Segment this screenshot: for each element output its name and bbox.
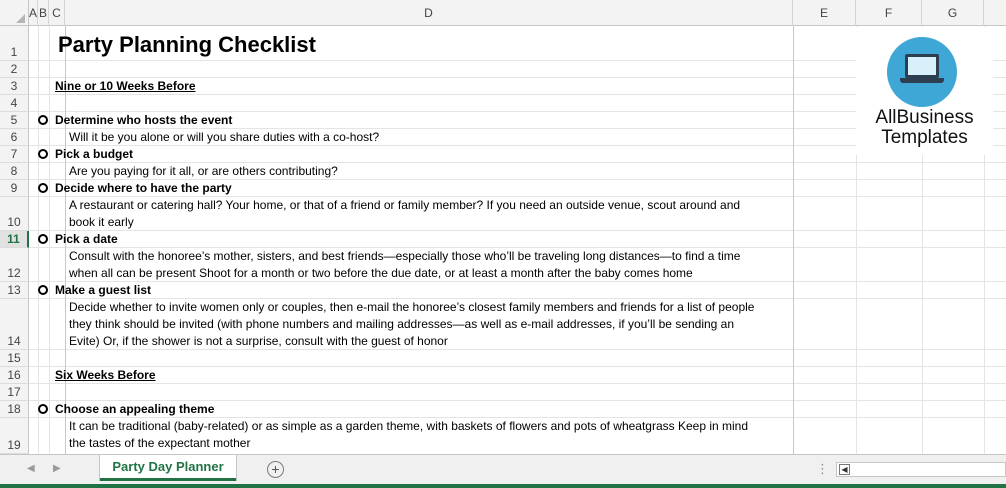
task-label[interactable]: Make a guest list [55,283,152,297]
column-header-b[interactable]: B [38,0,49,26]
row-header-12[interactable]: 12 [0,248,29,282]
row-header-1[interactable]: 1 [0,26,29,61]
checkbox-circle-icon[interactable] [38,404,48,414]
row-header-10[interactable]: 10 [0,197,29,231]
more-options-icon[interactable]: ⋮ [816,461,829,476]
section-heading-nine-weeks[interactable]: Nine or 10 Weeks Before [55,79,196,93]
row-header-17[interactable]: 17 [0,384,29,401]
task-detail[interactable]: Consult with the honoree’s mother, sisters, and best friends—especially those who’ll be traveling long distances—to find a time [69,249,741,263]
row-header-8[interactable]: 8 [0,163,29,180]
task-detail[interactable]: book it early [69,215,134,229]
column-header-bar [0,0,1006,26]
allbusiness-logo[interactable] [856,27,993,155]
section-heading-six-weeks[interactable]: Six Weeks Before [55,368,156,382]
row-header-18[interactable]: 18 [0,401,29,418]
row-header-9[interactable]: 9 [0,180,29,197]
sheet-title[interactable]: Party Planning Checklist [58,32,316,57]
column-header-c[interactable]: C [49,0,65,26]
row-header-4[interactable]: 4 [0,95,29,112]
task-detail[interactable]: they think should be invited (with phone numbers and mailing addresses—as well as e-mail addresses, if you’ll be sending an [69,317,735,331]
task-detail[interactable]: It can be traditional (baby-related) or as simple as a garden theme, with baskets of flowers and pots of wheatgrass Keep in mind [69,419,749,433]
status-bar [0,484,1006,488]
task-detail[interactable]: Are you paying for it all, or are others contributing? [69,164,338,178]
task-detail[interactable]: Evite) Or, if the shower is not a surprise, consult with the guest of honor [69,334,448,348]
column-header-g[interactable]: G [922,0,984,26]
task-detail[interactable]: A restaurant or catering hall? Your home, or that of a friend or family member? If you need an outside venue, scout around and [69,198,741,212]
checkbox-circle-icon[interactable] [38,115,48,125]
row-header-16[interactable]: 16 [0,367,29,384]
task-detail[interactable]: Will it be you alone or will you share duties with a co-host? [69,130,380,144]
task-detail[interactable]: Decide whether to invite women only or couples, then e-mail the honoree’s closest family members and friends for a list of people [69,300,755,314]
logo-text-line1: AllBusiness [875,107,974,128]
column-header-a[interactable]: A [29,0,38,26]
task-label[interactable]: Decide where to have the party [55,181,232,195]
plus-circle-icon[interactable]: + [267,461,284,478]
row-header-11[interactable]: 11 [0,231,29,248]
checkbox-circle-icon[interactable] [38,285,48,295]
row-header-15[interactable]: 15 [0,350,29,367]
row-header-3[interactable]: 3 [0,78,29,95]
horizontal-scrollbar[interactable] [836,462,1006,477]
column-header-e[interactable]: E [793,0,856,26]
scroll-tabs-left-icon[interactable]: ◀ [27,463,35,474]
row-header-7[interactable]: 7 [0,146,29,163]
row-header-14[interactable]: 14 [0,299,29,350]
row-header-13[interactable]: 13 [0,282,29,299]
row-header-5[interactable]: 5 [0,112,29,129]
checkbox-circle-icon[interactable] [38,234,48,244]
task-label[interactable]: Pick a date [55,232,118,246]
task-detail[interactable]: the tastes of the expectant mother [69,436,251,450]
task-detail[interactable]: when all can be present Shoot for a month or two before the due date, or at least a month after the baby comes home [69,266,693,280]
task-label[interactable]: Choose an appealing theme [55,402,215,416]
checkbox-circle-icon[interactable] [38,183,48,193]
scroll-left-icon[interactable]: ◀ [839,464,850,475]
sheet-tab-party-day-planner[interactable]: Party Day Planner [100,455,236,481]
select-all-corner[interactable] [0,0,29,26]
task-label[interactable]: Pick a budget [55,147,134,161]
row-header-19[interactable]: 19 [0,418,29,454]
row-header-2[interactable]: 2 [0,61,29,78]
logo-text-line2: Templates [881,127,968,148]
task-label[interactable]: Determine who hosts the event [55,113,233,127]
checkbox-circle-icon[interactable] [38,149,48,159]
scroll-tabs-right-icon[interactable]: ▶ [53,463,61,474]
row-header-6[interactable]: 6 [0,129,29,146]
laptop-icon [887,37,957,107]
column-header-d[interactable]: D [65,0,793,26]
column-header-f[interactable]: F [856,0,922,26]
sheet-tab-bar [0,454,1006,484]
